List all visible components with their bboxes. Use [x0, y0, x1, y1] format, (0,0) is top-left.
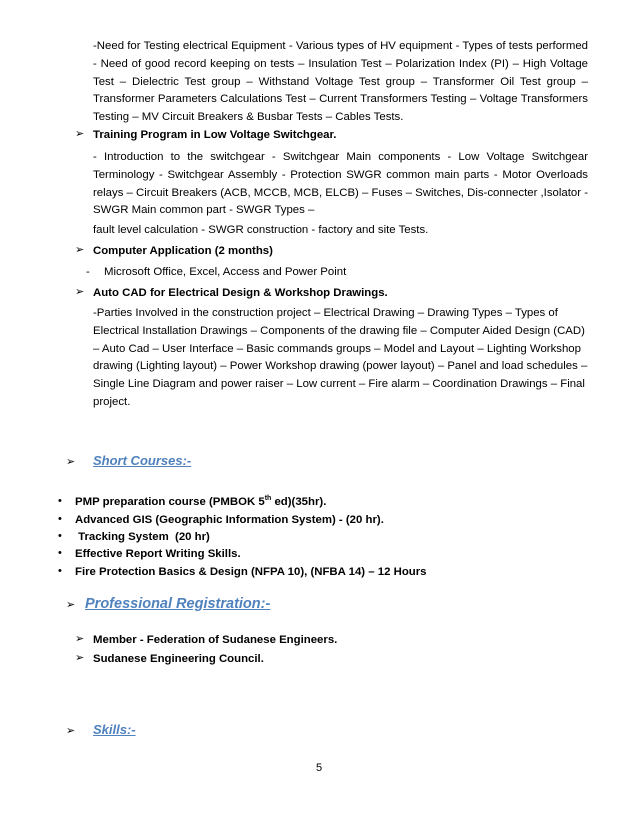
short-course-item: Fire Protection Basics & Design (NFPA 10), (NFBA 14) – 12 Hours [75, 566, 427, 578]
bullet-icon: • [58, 565, 62, 577]
bullet-icon: • [58, 513, 62, 525]
short-course-item: Advanced GIS (Geographic Information System) - (20 hr). [75, 514, 384, 526]
arrow-icon: ➢ [75, 244, 85, 256]
short-course-item: Tracking System (20 hr) [75, 531, 210, 543]
skills-title: Skills:- [93, 722, 136, 737]
page-number: 5 [315, 762, 323, 774]
lv-switchgear-heading: Training Program in Low Voltage Switchgear. [93, 129, 337, 141]
bullet-icon: • [58, 530, 62, 542]
bullet-icon: • [58, 495, 62, 507]
autocad-heading: Auto CAD for Electrical Design & Workshop Drawings. [93, 287, 388, 299]
short-course-item: Effective Report Writing Skills. [75, 548, 241, 560]
short-course-item: PMP preparation course (PMBOK 5th ed)(35hr). [75, 495, 327, 508]
professional-registration-title: Professional Registration:- [85, 596, 271, 612]
arrow-icon: ➢ [75, 128, 85, 140]
arrow-icon: ➢ [75, 652, 85, 664]
lv-switchgear-extra: fault level calculation - SWGR construction - factory and site Tests. [93, 224, 429, 236]
computer-application-heading: Computer Application (2 months) [93, 245, 273, 257]
lv-switchgear-paragraph: - Introduction to the switchgear - Switchgear Main components - Low Voltage Switchgear Terminology - Switchgear Assembly - Protection SWGR common main parts - Motor Overloads relays – Circuit Breakers (ACB, MCCB, MCB, ELCB) – Fuses – Switches, Dis-connecter ,Isolator - SWGR Main common part - SWGR Types – [93, 151, 588, 217]
arrow-icon: ➢ [75, 633, 85, 645]
registration-item: Member - Federation of Sudanese Engineers. [93, 634, 338, 646]
arrow-icon: ➢ [66, 456, 76, 468]
arrow-icon: ➢ [66, 725, 76, 737]
hv-testing-paragraph: -Need for Testing electrical Equipment - Various types of HV equipment - Types of tests performed - Need of good record keeping on tests – Insulation Test – Polarization Index (PI) – High Voltage Test – Dielectric Test group – Withstand Voltage Test group – Transformer Oil Test group – Transformer Parameters Calculations Test – Current Transformers Testing – Voltage Transformers Testing – MV Circuit Breakers & Busbar Tests – Cables Tests. [93, 40, 588, 124]
bullet-icon: • [58, 547, 62, 559]
short-courses-title: Short Courses:- [93, 453, 192, 468]
dash-marker: - [86, 266, 90, 278]
computer-application-item: Microsoft Office, Excel, Access and Power Point [104, 266, 347, 278]
registration-item: Sudanese Engineering Council. [93, 653, 264, 665]
arrow-icon: ➢ [75, 286, 85, 298]
arrow-icon: ➢ [66, 599, 76, 611]
autocad-paragraph: -Parties Involved in the construction project – Electrical Drawing – Drawing Types – Types of Electrical Installation Drawings – Components of the drawing file – Computer Aided Design (CAD) – Auto Cad – User Interface – Basic commands groups – Model and Layout – Lighting Workshop drawing (Lighting layout) – Power Workshop drawing (power layout) – Panel and load schedules – Single Line Diagram and power raiser – Low current – Fire alarm – Coordination Drawings – Final project. [93, 307, 588, 408]
